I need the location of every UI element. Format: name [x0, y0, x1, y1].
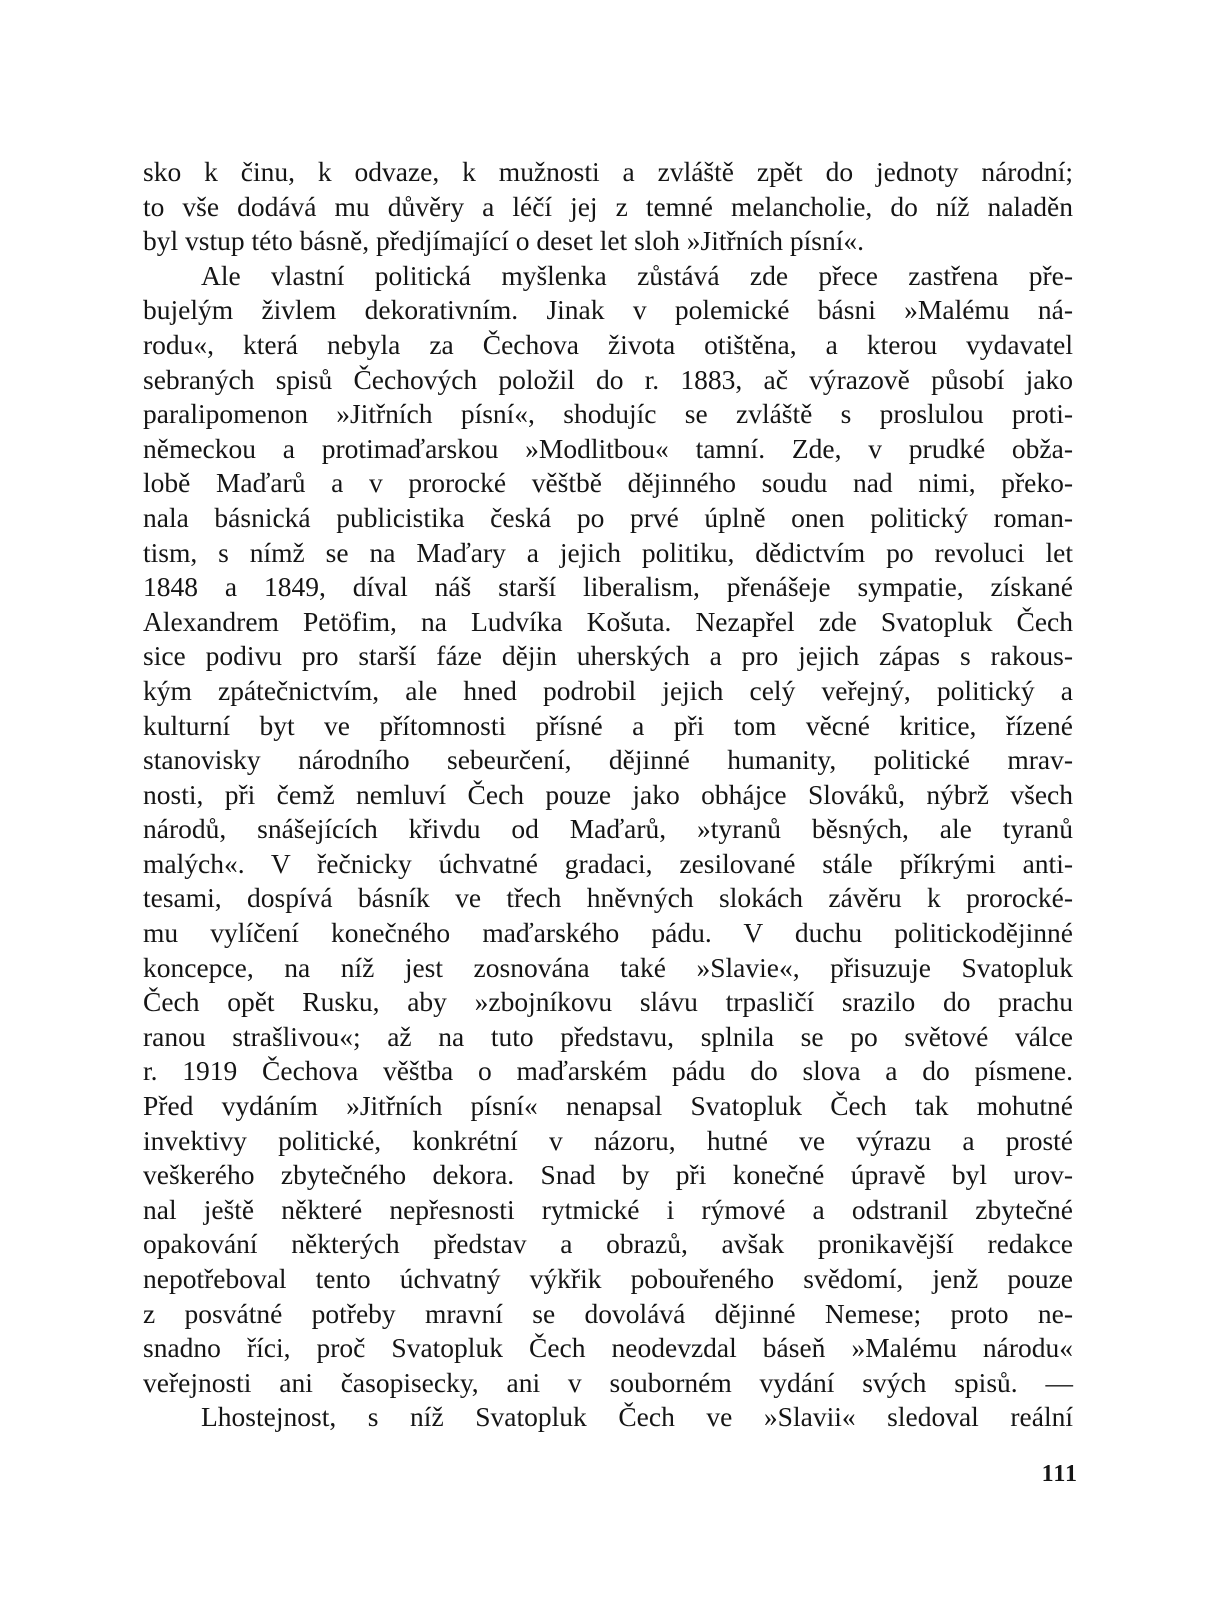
text-line: sebraných spisů Čechových položil do r. 1883, ač výrazově působí jako: [143, 363, 1073, 395]
text-line: Před vydáním »Jitřních písní« nenapsal Svatopluk Čech tak mohutné: [143, 1090, 1073, 1122]
text-line: Čech opět Rusku, aby »zbojníkovu slávu trpasličí srazilo do prachu: [143, 986, 1073, 1018]
text-line: nal ještě některé nepřesnosti rytmické i rýmové a odstranil zbytečné: [143, 1193, 1073, 1225]
text-line: byl vstup této básně, předjímající o deset let sloh »Jitřních písní«.: [143, 225, 865, 257]
text-line: paralipomenon »Jitřních písní«, shodujíc se zvláště s proslulou proti-: [143, 398, 1073, 430]
text-line: invektivy politické, konkrétní v názoru, hutné ve výrazu a prosté: [143, 1124, 1073, 1156]
text-line: malých«. V řečnicky úchvatné gradaci, zesilované stále příkrými anti-: [143, 847, 1073, 879]
text-line: německou a protimaďarskou »Modlitbou« tamní. Zde, v prudké obža-: [143, 432, 1073, 464]
text-line: koncepce, na níž jest zosnována také »Slavie«, přisuzuje Svatopluk: [143, 951, 1073, 983]
page-number: 111: [1041, 1461, 1078, 1487]
text-line: to vše dodává mu důvěry a léčí jej z temné melancholie, do níž naladěn: [143, 190, 1073, 222]
text-line: z posvátné potřeby mravní se dovolává dějinné Nemese; proto ne-: [143, 1297, 1073, 1329]
text-line: nosti, při čemž nemluví Čech pouze jako obhájce Slováků, nýbrž všech: [143, 778, 1073, 810]
text-line: rodu«, která nebyla za Čechova života otištěna, a kterou vydavatel: [143, 328, 1073, 360]
text-line: r. 1919 Čechova věštba o maďarském pádu do slova a do písmene.: [143, 1055, 1073, 1087]
text-line: Alexandrem Petöfim, na Ludvíka Košuta. Nezapřel zde Svatopluk Čech: [143, 605, 1073, 637]
text-line: národů, snášejících křivdu od Maďarů, »tyranů běsných, ale tyranů: [143, 813, 1073, 845]
text-line: tism, s nímž se na Maďary a jejich politiku, dědictvím po revoluci let: [143, 536, 1073, 568]
text-line: veškerého zbytečného dekora. Snad by při konečné úpravě byl urov-: [143, 1159, 1073, 1191]
text-line: mu vylíčení konečného maďarského pádu. V duchu politickodějinné: [143, 917, 1073, 949]
text-line: 1848 a 1849, díval náš starší liberalism, přenášeje sympatie, získané: [143, 571, 1073, 603]
text-line: kým zpátečnictvím, ale hned podrobil jejich celý veřejný, politický a: [143, 674, 1073, 706]
text-line: opakování některých představ a obrazů, avšak pronikavější redakce: [143, 1228, 1073, 1260]
text-line: veřejnosti ani časopisecky, ani v souborném vydání svých spisů. —: [143, 1366, 1073, 1398]
text-line: kulturní byt ve přítomnosti přísné a při tom věcné kritice, řízené: [143, 709, 1073, 741]
text-line: sko k činu, k odvaze, k mužnosti a zvláště zpět do jednoty národní;: [143, 156, 1073, 187]
text-line: bujelým živlem dekorativním. Jinak v polemické básni »Malému ná-: [143, 294, 1073, 326]
paragraph-start-line: Ale vlastní politická myšlenka zůstává zde přece zastřena pře-: [201, 259, 1073, 291]
text-line: ranou strašlivou«; až na tuto představu, splnila se po světové válce: [143, 1020, 1073, 1052]
text-line: stanovisky národního sebeurčení, dějinné humanity, politické mrav-: [143, 744, 1073, 776]
text-line: nepotřeboval tento úchvatný výkřik pobouřeného svědomí, jenž pouze: [143, 1263, 1073, 1294]
text-line: tesami, dospívá básník ve třech hněvných slokách závěru k prorocké-: [143, 882, 1073, 914]
text-line: sice podivu pro starší fáze dějin uherských a pro jejich zápas s rakous-: [143, 640, 1073, 672]
text-line: snadno říci, proč Svatopluk Čech neodevzdal báseň »Malému národu«: [143, 1332, 1073, 1364]
paragraph-start-line: Lhostejnost, s níž Svatopluk Čech ve »Slavii« sledoval reální: [201, 1401, 1073, 1433]
body-text: [143, 155, 1073, 1435]
text-line: nala básnická publicistika česká po prvé úplně onen politický roman-: [143, 501, 1073, 533]
text-line: lobě Maďarů a v prorocké věštbě dějinného soudu nad nimi, překo-: [143, 467, 1073, 499]
